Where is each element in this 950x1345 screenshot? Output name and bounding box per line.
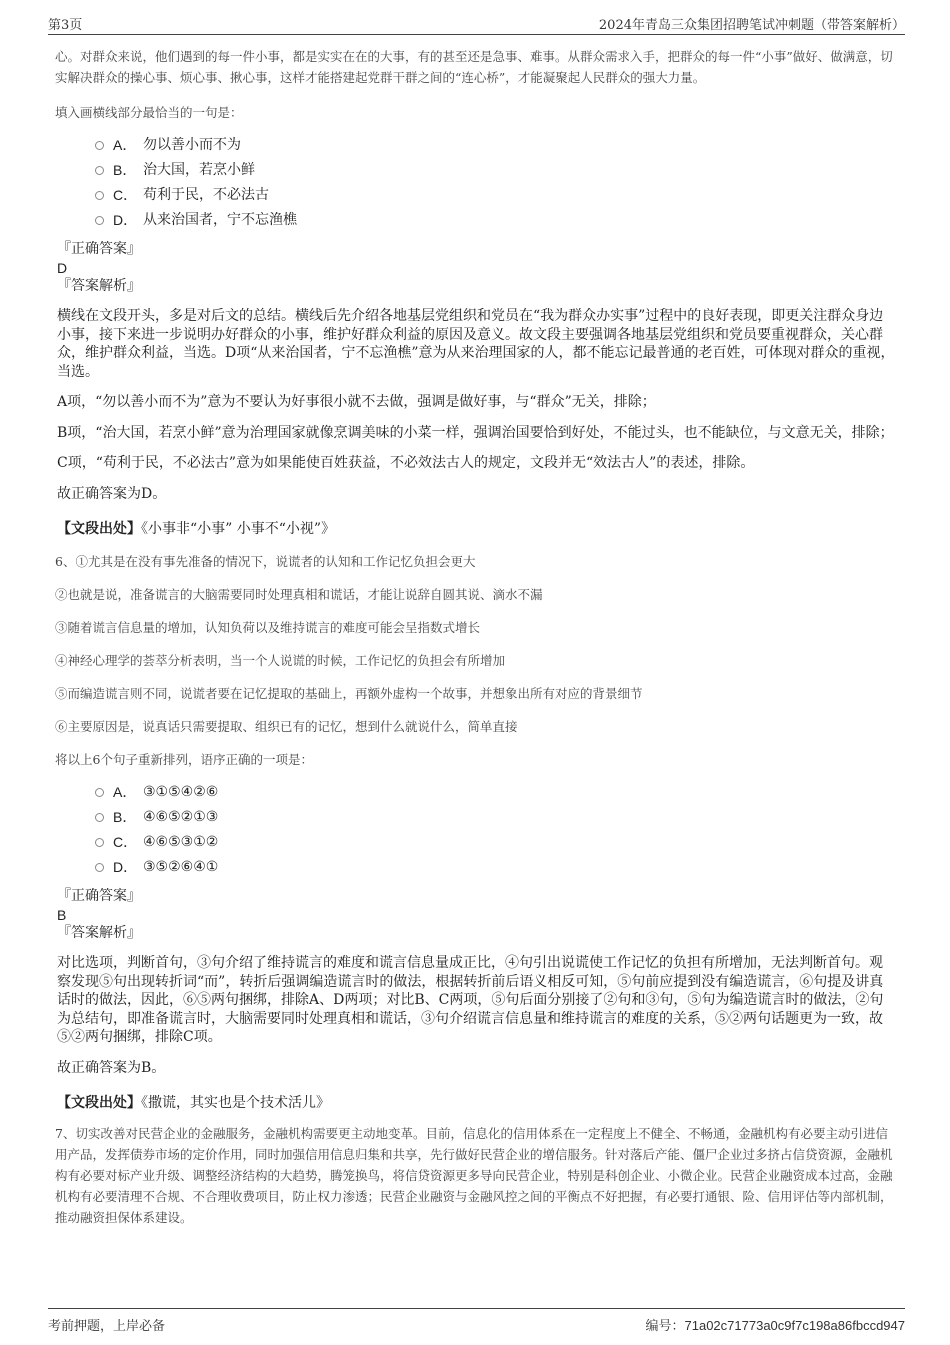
- q6-question: 将以上6个句子重新排列，语序正确的一项是：: [55, 752, 313, 767]
- radio-icon[interactable]: [95, 166, 104, 175]
- radio-icon[interactable]: [95, 813, 104, 822]
- document-id: 编号：71a02c71773a0c9f7c198a86fbccd947: [645, 1318, 905, 1333]
- q6-option-b[interactable]: B． ④⑥⑤②①③: [95, 805, 895, 830]
- q5-analysis-paragraph: A项，“勿以善小而不为”意为不要认为好事很小就不去做，强调是做好事，与“群众”无关，排除；: [57, 394, 656, 410]
- q5-option-a[interactable]: A． 勿以善小而不为: [95, 133, 895, 158]
- q6-analysis-paragraph: 故正确答案为B。: [57, 1059, 166, 1076]
- q5-option-d[interactable]: D． 从来治国者，宁不忘渔樵: [95, 208, 895, 233]
- q7-passage: 7、切实改善对民营企业的金融服务，金融机构需要更主动地变革。目前，信息化的信用体系在一定程度上不健全、不畅通，金融机构有必要主动引进信用产品，发挥债券市场的定价作用，同时加强信用信息归集和共享，先行做好民营企业的增信服务。针对落后产能、僵尸企业过多挤占信贷资源，金融机构有必要对标产业升级、调整经济结构的大趋势，腾笼换鸟，将信贷资源更多导向民营企业，特别是科创企业、小微企业。民营企业融资成本过高，金融机构有必要清理不合规、不合理收费项目，防止权力渗透；民营企业融资与金融风控之间的平衡点不好把握，有必要打通银、险、信用评估等内部机制，推动融资担保体系建设。: [55, 1126, 893, 1225]
- radio-icon[interactable]: [95, 216, 104, 225]
- q5-option-b[interactable]: B． 治大国，若烹小鲜: [95, 158, 895, 183]
- q5-analysis-paragraph: B项，“治大国，若烹小鲜”意为治理国家就像烹调美味的小菜一样，强调治国要恰到好处，不能过头，也不能缺位，与文意无关，排除；: [57, 424, 894, 441]
- q6-source: 【文段出处】《撒谎，其实也是个技术活儿》: [57, 1095, 330, 1111]
- q5-analysis-paragraph: C项，“苟利于民，不必法古”意为如果能使百姓获益，不必效法古人的规定，文段并无“效法古人”的表述，排除。: [57, 455, 755, 471]
- q5-analysis-label: 『答案解析』: [57, 278, 141, 294]
- q6-answer-label: 『正确答案』: [57, 888, 141, 904]
- radio-icon[interactable]: [95, 788, 104, 797]
- page-footer: [48, 1308, 905, 1333]
- q6-analysis-label: 『答案解析』: [57, 925, 141, 941]
- page-header: [48, 12, 905, 35]
- q5-source: 【文段出处】《小事非“小事” 小事不“小视”》: [57, 521, 336, 537]
- q6-analysis-paragraph: 对比选项，判断首句，③句介绍了维持谎言的难度和谎言信息量成正比，④句引出说谎使工作记忆的负担有所增加，无法判断首句。观察发现⑤句出现转折词“而”，转折后强调编造谎言时的做法，根据转折前后语义相反可知，⑤句前应提到没有编造谎言，⑥句提及讲真话时的做法，因此，⑥⑤两句捆绑，排除A、D两项；对比B、C两项，⑤句后面分别接了②句和③句，⑤句为编造谎言时的做法，②句为总结句，即准备谎言时，大脑需要同时处理真相和谎话，③句介绍谎言信息量和维持谎言的难度的关系，⑤②两句话题更为一致，故⑤②两句捆绑，排除C项。: [57, 955, 884, 1045]
- q5-analysis-paragraph: 故正确答案为D。: [57, 485, 167, 502]
- q5-answer: D: [57, 260, 68, 276]
- q6-answer: B: [57, 907, 67, 923]
- page-number: 第3页: [48, 18, 83, 33]
- q6-option-d[interactable]: D． ③⑤②⑥④①: [95, 855, 895, 880]
- radio-icon[interactable]: [95, 141, 104, 150]
- q5-answer-label: 『正确答案』: [57, 241, 141, 257]
- q6-sentence: 6、①尤其是在没有事先准备的情况下，说谎者的认知和工作记忆负担会更大: [55, 554, 476, 569]
- footer-slogan: 考前押题，上岸必备: [48, 1319, 166, 1334]
- radio-icon[interactable]: [95, 191, 104, 200]
- q6-sentence: ④神经心理学的荟萃分析表明，当一个人说谎的时候，工作记忆的负担会有所增加: [55, 653, 506, 668]
- radio-icon[interactable]: [95, 863, 104, 872]
- document-body: [55, 46, 895, 1228]
- q6-sentence: ③随着谎言信息量的增加，认知负荷以及维持谎言的难度可能会呈指数式增长: [55, 620, 481, 635]
- radio-icon[interactable]: [95, 838, 104, 847]
- q6-sentence: ⑥主要原因是，说真话只需要提取、组织已有的记忆，想到什么就说什么，简单直接: [55, 719, 518, 734]
- q5-analysis-paragraph: 横线在文段开头，多是对后文的总结。横线后先介绍各地基层党组织和党员在“我为群众办实事”过程中的良好表现，即更关注群众身边小事，接下来进一步说明办好群众的小事，维护好群众利益的原因及意义。故文段主要强调各地基层党组织和党员要重视群众，关心群众，维护群众利益，当选。D项“从来治国者，宁不忘渔樵”意为从来治理国家的人，都不能忘记最普通的老百姓，可体现对群众的重视，当选。: [57, 308, 895, 380]
- q5-passage: 心。对群众来说，他们遇到的每一件小事，都是实实在在的大事，有的甚至还是急事、难事。从群众需求入手，把群众的每一件“小事”做好、做满意，切实解决群众的操心事、烦心事、揪心事，这样才能搭建起党群干群之间的“连心桥”，才能凝聚起人民群众的强大力量。: [55, 49, 893, 85]
- document-title: 2024年青岛三众集团招聘笔试冲刺题（带答案解析）: [598, 18, 905, 33]
- q6-options: [95, 780, 895, 880]
- q6-sentence: ⑤而编造谎言则不同，说谎者要在记忆提取的基础上，再额外虚构一个故事，并想象出所有对应的背景细节: [55, 686, 643, 701]
- q6-option-c[interactable]: C． ④⑥⑤③①②: [95, 830, 895, 855]
- q6-sentence: ②也就是说，准备谎言的大脑需要同时处理真相和谎话，才能让说辞自圆其说、滴水不漏: [55, 587, 543, 602]
- q5-options: [95, 133, 895, 233]
- q5-option-c[interactable]: C． 苟利于民，不必法古: [95, 183, 895, 208]
- q6-option-a[interactable]: A． ③①⑤④②⑥: [95, 780, 895, 805]
- q5-question: 填入画横线部分最恰当的一句是：: [55, 105, 243, 120]
